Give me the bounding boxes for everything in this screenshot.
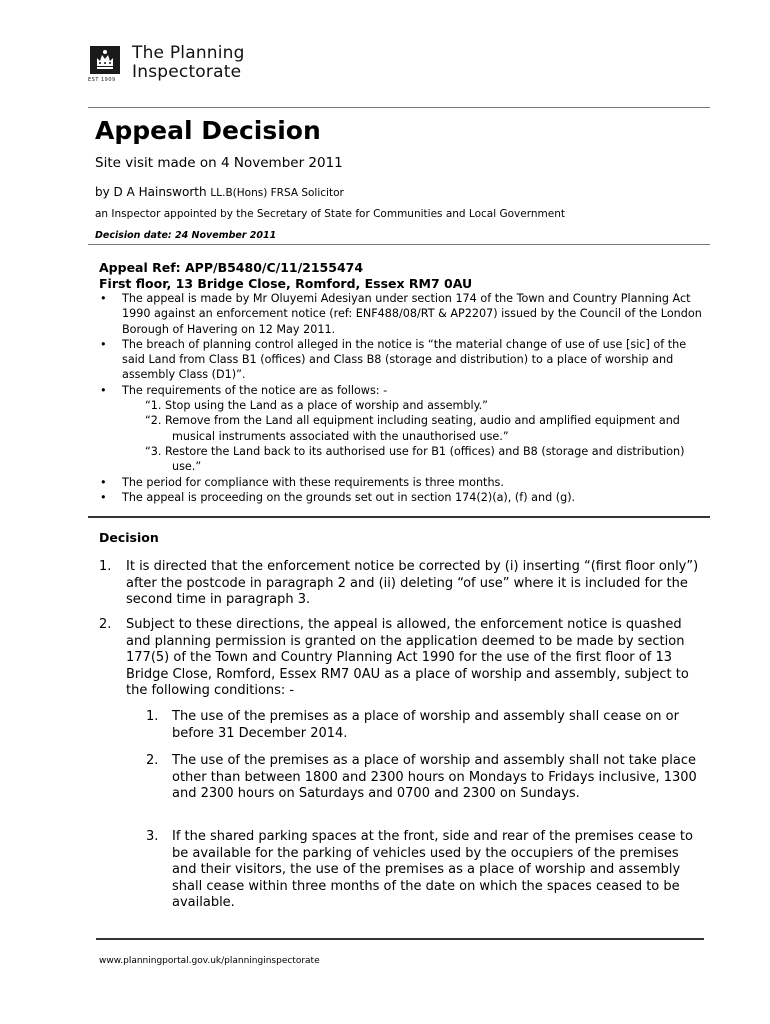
footer-url[interactable]: www.planningportal.gov.uk/planninginspectorate <box>99 956 320 966</box>
appeal-reference-block <box>99 260 472 292</box>
bullet-text: The breach of planning control alleged in the notice is “the material change of use of use [sic] of the said Land from Class B1 (offices) and Class B8 (storage and distribution) to a place of worship and assembly Class (D1)”. <box>122 337 687 382</box>
decision-date: Decision date: 24 November 2011 <box>95 230 277 241</box>
royal-crest-icon <box>88 44 122 84</box>
requirement-item <box>145 444 709 475</box>
section-divider <box>88 516 710 518</box>
bullet-text: The appeal is proceeding on the grounds set out in section 174(2)(a), (f) and (g). <box>122 490 576 504</box>
requirement-text: “3. Restore the Land back to its authorised use for B1 (offices) and B8 (storage and distribution) use.” <box>145 444 685 474</box>
header-divider <box>88 107 710 108</box>
condition-item <box>146 753 706 803</box>
list-item <box>99 475 709 490</box>
condition-item <box>146 829 706 912</box>
paragraph-text: It is directed that the enforcement notice be corrected by (i) inserting “(first floor only”) after the postcode in paragraph 2 and (ii) deleting “of use” where it is included for the second time in paragraph 3. <box>126 559 699 607</box>
requirement-text: “1. Stop using the Land as a place of worship and assembly.” <box>145 399 488 413</box>
appeal-details-list <box>99 291 709 505</box>
requirement-item <box>145 398 709 413</box>
paragraph-text: Subject to these directions, the appeal is allowed, the enforcement notice is quashed and planning permission is granted on the application deemed to be made by section 177(5) of the Town and Country Planning Act 1990 for the use of the first floor of 13 Bridge Close, Romford, Essex RM7 0AU as a place of worship and assembly, subject to the following conditions: - <box>126 617 689 698</box>
planning-inspectorate-logo <box>88 44 245 84</box>
requirement-item <box>145 413 709 444</box>
decision-heading: Decision <box>99 530 159 545</box>
requirements-list <box>122 398 709 474</box>
list-item <box>99 337 709 383</box>
condition-text: The use of the premises as a place of worship and assembly shall cease on or before 31 December 2014. <box>172 709 679 741</box>
list-item <box>99 383 709 475</box>
subheader-divider <box>88 244 710 245</box>
list-item <box>99 291 709 337</box>
logo-line-1: The Planning <box>132 43 245 63</box>
decision-paragraph <box>99 617 704 700</box>
list-item <box>99 490 709 505</box>
condition-text: The use of the premises as a place of worship and assembly shall not take place other than between 1800 and 2300 hours on Mondays to Fridays inclusive, 1300 and 2300 hours on Saturdays and 0700 and 2300 on Sundays. <box>172 753 697 801</box>
inspector-byline <box>95 185 344 199</box>
footer-divider <box>96 938 704 940</box>
condition-number: 1. <box>146 709 159 724</box>
bullet-text: The requirements of the notice are as follows: - <box>122 383 388 397</box>
site-visit-line: Site visit made on 4 November 2011 <box>95 155 343 171</box>
condition-number: 3. <box>146 829 159 844</box>
condition-number: 2. <box>146 753 159 768</box>
inspector-qualifications: LL.B(Hons) FRSA Solicitor <box>210 187 344 199</box>
appeal-address: First floor, 13 Bridge Close, Romford, Essex RM7 0AU <box>99 276 473 291</box>
decision-paragraph <box>99 559 704 609</box>
page-title: Appeal Decision <box>95 116 321 145</box>
condition-item <box>146 709 706 742</box>
paragraph-number: 2. <box>99 617 112 632</box>
paragraph-number: 1. <box>99 559 112 574</box>
crest-caption: EST 1909 <box>88 77 116 83</box>
appeal-ref: Appeal Ref: APP/B5480/C/11/2155474 <box>99 260 364 275</box>
logo-wordmark <box>132 44 245 82</box>
requirement-text: “2. Remove from the Land all equipment including seating, audio and amplified equipment and musical instruments associated with the unauthorised use.” <box>145 414 680 443</box>
bullet-text: The appeal is made by Mr Oluyemi Adesiyan under section 174 of the Town and Country Planning Act 1990 against an enforcement notice (ref: ENF488/08/RT & AP2207) issued by the Council of the London Borough of Havering on 12 May 2011. <box>122 292 702 336</box>
inspector-appointment: an Inspector appointed by the Secretary of State for Communities and Local Government <box>95 208 565 220</box>
condition-text: If the shared parking spaces at the front, side and rear of the premises cease to be available for the parking of vehicles used by the occupiers of the premises and their visitors, the use of the premises as a place of worship and assembly shall cease within three months of the date on which the spaces ceased to be available. <box>172 829 693 910</box>
bullet-text: The period for compliance with these requirements is three months. <box>122 475 504 489</box>
inspector-name: by D A Hainsworth <box>95 185 211 199</box>
logo-line-2: Inspectorate <box>132 62 242 82</box>
